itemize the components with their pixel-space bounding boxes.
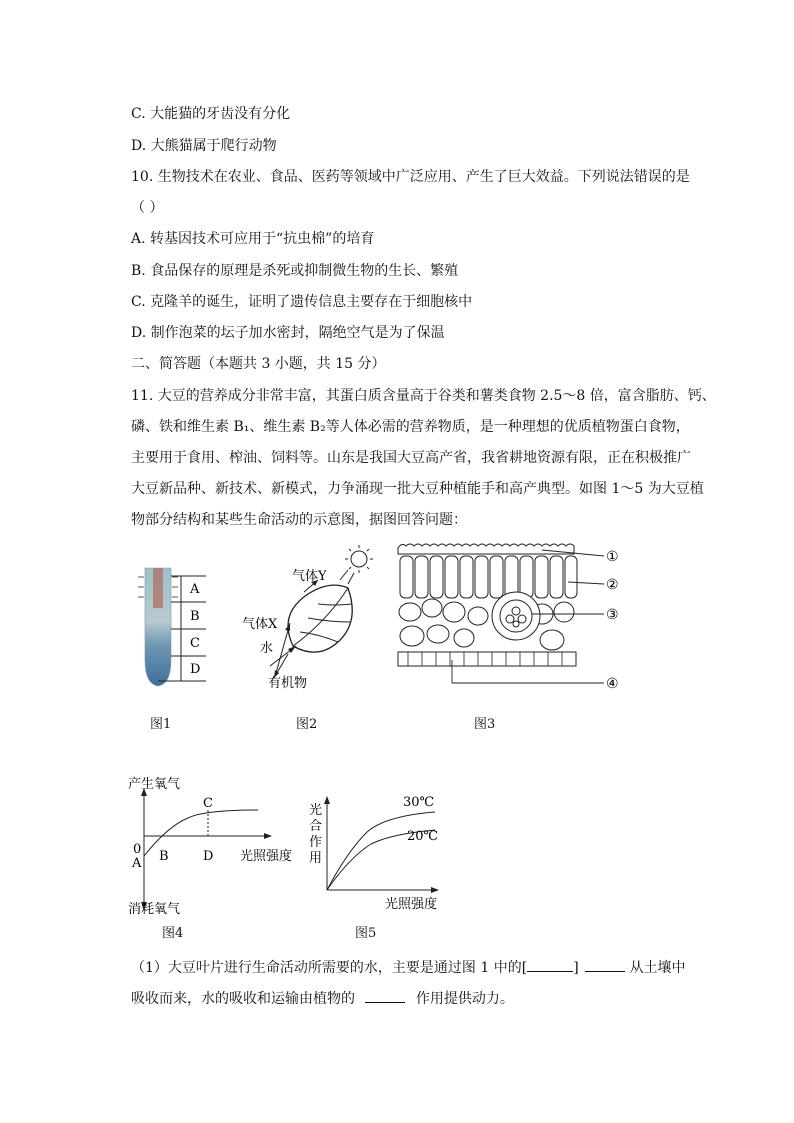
figure-3-leaf-section xyxy=(392,540,632,692)
fig1-label-c: C xyxy=(190,636,200,651)
fig1-label-a: A xyxy=(190,582,200,597)
fig4-ybottom: 消耗氧气 xyxy=(128,902,181,917)
fig4-point-c: C xyxy=(203,796,213,811)
fig1-label-b: B xyxy=(190,609,200,624)
fig4-ytop: 产生氧气 xyxy=(128,777,181,792)
fig2-gas-y: 气体Y xyxy=(292,569,327,584)
q10-option-c: C. 克隆羊的诞生，证明了遗传信息主要存在于细胞核中 xyxy=(131,294,473,310)
fig2-organic: 有机物 xyxy=(268,676,308,691)
q1-text-a: （1）大豆叶片进行生命活动所需要的水，主要是通过图 1 中的[ xyxy=(131,960,528,976)
fig4-point-d: D xyxy=(203,849,214,864)
question-11-line5: 物部分结构和某些生命活动的示意图，据图回答问题： xyxy=(131,512,467,528)
fig5-ylabel-4: 用 xyxy=(309,851,323,866)
fig5-ylabel-3: 作 xyxy=(309,835,323,850)
fig5-xlabel: 光照强度 xyxy=(385,897,438,912)
fig3-label-1: ① xyxy=(606,549,619,565)
figure-5-photosynthesis-graph xyxy=(305,792,455,917)
figure-2-leaf xyxy=(238,542,388,692)
fig1-label-d: D xyxy=(190,662,201,677)
fig4-xlabel: 光照强度 xyxy=(240,849,293,864)
figure-1-root-tip xyxy=(128,560,228,690)
fig4-zero: 0 xyxy=(133,842,142,857)
question-11-line3: 主要用于食用、榨油、饲料等。山东是我国大豆高产省，我省耕地资源有限，正在积极推广 xyxy=(131,450,691,466)
fig3-label-4: ④ xyxy=(606,676,619,692)
fig5-ylabel-1: 光 xyxy=(309,803,323,818)
figure-5-caption: 图5 xyxy=(355,926,377,941)
question-11-line1: 11. 大豆的营养成分非常丰富，其蛋白质含量高于谷类和薯类食物 2.5～8 倍，富含脂肪、钙、 xyxy=(131,388,716,404)
figure-3-caption: 图3 xyxy=(474,717,496,732)
q1-text-b: ] xyxy=(573,960,579,976)
question-10: 10. 生物技术在农业、食品、医药等领域中广泛应用、产生了巨大效益。下列说法错误的是 xyxy=(131,169,690,185)
line-d-option: D. 大熊猫属于爬行动物 xyxy=(131,138,277,154)
fig2-water: 水 xyxy=(260,641,274,656)
answer-blank-1[interactable] xyxy=(527,957,573,972)
q1-text-c: 从土壤中 xyxy=(629,960,686,976)
answer-blank-2[interactable] xyxy=(585,957,625,972)
question-1-line1 xyxy=(131,957,686,977)
q10-option-d: D. 制作泡菜的坛子加水密封，隔绝空气是为了保温 xyxy=(131,325,445,341)
answer-blank-3[interactable] xyxy=(365,988,405,1003)
q1-text-e: 作用提供动力。 xyxy=(415,991,514,1007)
q1-text-d: 吸收而来，水的吸收和运输由植物的 xyxy=(131,991,355,1007)
fig3-label-3: ③ xyxy=(606,607,619,623)
q10-option-a: A. 转基因技术可应用于“抗虫棉”的培育 xyxy=(131,231,375,247)
question-11-line2: 磷、铁和维生素 B₁、维生素 B₂等人体必需的营养物质，是一种理想的优质植物蛋白食物， xyxy=(131,419,690,435)
fig5-ylabel-2: 合 xyxy=(309,819,323,834)
figure-1-caption: 图1 xyxy=(150,717,172,732)
figure-4-caption: 图4 xyxy=(162,926,184,941)
fig5-series-20: 20℃ xyxy=(407,829,439,844)
question-10-bracket: （ ） xyxy=(131,200,164,216)
fig2-gas-x: 气体X xyxy=(242,617,278,632)
figure-4-oxygen-graph xyxy=(128,776,308,921)
fig4-point-b: B xyxy=(159,849,169,864)
sun-icon xyxy=(351,551,367,567)
fig3-label-2: ② xyxy=(606,577,619,593)
fig5-series-30: 30℃ xyxy=(403,795,435,810)
section-heading: 二、简答题（本题共 3 小题，共 15 分） xyxy=(131,356,386,372)
line-c-option: C. 大能猫的牙齿没有分化 xyxy=(131,106,291,122)
question-11-line4: 大豆新品种、新技术、新模式，力争涌现一批大豆种植能手和高产典型。如图 1～5 为大豆植 xyxy=(131,481,704,497)
figure-2-caption: 图2 xyxy=(296,717,318,732)
question-1-line2 xyxy=(131,988,514,1008)
fig4-point-a: A xyxy=(132,856,142,871)
q10-option-b: B. 食品保存的原理是杀死或抑制微生物的生长、繁殖 xyxy=(131,263,459,279)
